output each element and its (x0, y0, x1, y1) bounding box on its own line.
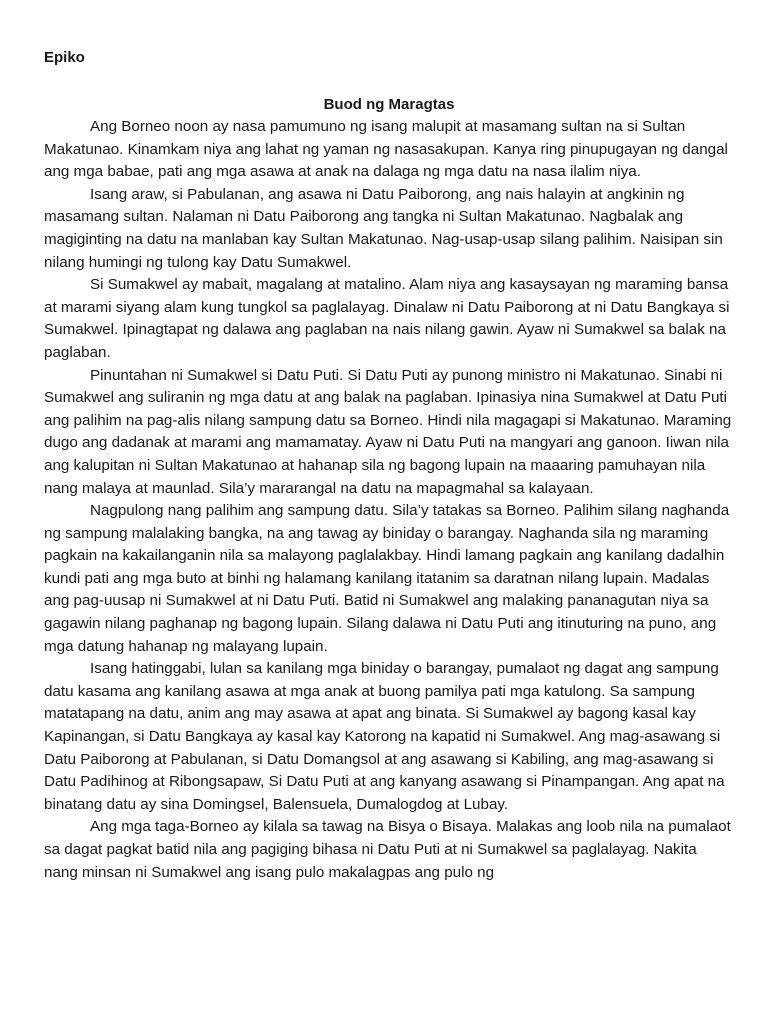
paragraph-6: Isang hatinggabi, lulan sa kanilang mga biniday o barangay, pumalaot ng dagat ang sampung datu kasama ang kanilang asawa at mga anak at buong pamilya pati mga katulong. Sa sampung matatapang na datu, anim ang may asawa at apat ang binata. Si Sumakwel ay bagong kasal kay Kapinangan, si Datu Bangkaya ay kasal kay Katorong na kapatid ni Sumakwel. Ang mag-asawang si Datu Paiborong at Pabulanan, si Datu Domangsol at ang asawang si Kabiling, ang mag-asawang si Datu Padihinog at Ribongsapaw, Si Datu Puti at ang kanyang asawang si Pinampangan. Ang apat na binatang datu ay sina Domingsel, Balensuela, Dumalogdog at Lubay. (44, 660, 725, 813)
section-label: Epiko (44, 49, 85, 66)
paragraph-3: Si Sumakwel ay mabait, magalang at matalino. Alam niya ang kasaysayan ng maraming bansa at marami siyang alam kung tungkol sa paglalayag. Dinalaw ni Datu Paiborong at ni Datu Bangkaya si Sumakwel. Ipinagtapat ng dalawa ang paglaban na nais nilang gawin. Ayaw ni Sumakwel sa balak na paglaban. (44, 276, 730, 361)
document-page (44, 47, 734, 884)
paragraph-4: Pinuntahan ni Sumakwel si Datu Puti. Si Datu Puti ay punong ministro ni Makatunao. Sinabi ni Sumakwel ang suliranin ng mga datu at ang balak na paglaban. Ipinasiya nina Sumakwel at Datu Puti ang palihim na pag-alis nilang sampung datu sa Borneo. Hindi nila magagapi si Makatunao. Maraming dugo ang dadanak at marami ang mamamatay. Ayaw ni Datu Puti na mangyari ang ganoon. Iiwan nila ang kalupitan ni Sultan Makatunao at hahanap sila ng bagong lupain na maaaring pamuhayan nila nang malaya at maunlad. Sila’y mararangal na datu na mapagmahal sa kalayaan. (44, 366, 732, 497)
paragraph-1: Ang Borneo noon ay nasa pamumuno ng isang malupit at masamang sultan na si Sultan Makatunao. Kinamkam niya ang lahat ng yaman ng nasasakupan. Kanya ring pinupugayan ng dangal ang mga babae, pati ang mga asawa at anak na dalaga ng mga datu na nasa ilalim niya. (44, 118, 728, 181)
paragraph-2: Isang araw, si Pabulanan, ang asawa ni Datu Paiborong, ang nais halayin at angkinin ng masamang sultan. Nalaman ni Datu Paiborong ang tangka ni Sultan Makatunao. Nagbalak ang magiginting na datu na manlaban kay Sultan Makatunao. Nag-usap-usap silang palihim. Naisipan sin nilang humingi ng tulong kay Datu Sumakwel. (44, 185, 723, 271)
paragraph-7: Ang mga taga-Borneo ay kilala sa tawag na Bisya o Bisaya. Malakas ang loob nila na pumalaot sa dagat pagkat batid nila ang pagiging bihasa ni Datu Puti at ni Sumakwel sa paglalayag. Nakita nang minsan ni Sumakwel ang isang pulo makalagpas ang pulo ng (44, 818, 731, 881)
document-title: Buod ng Maragtas (323, 96, 455, 113)
paragraph-5: Nagpulong nang palihim ang sampung datu. Sila’y tatakas sa Borneo. Palihim silang naghanda ng sampung malalaking bangka, na ang tawag ay biniday o barangay. Naghanda sila ng maraming pagkain na kakailanganin nila sa malayong paglalakbay. Hindi lamang pagkain ang kanilang dadalhin kundi pati ang mga buto at binhi ng halamang kanilang itatanim sa daratnan nilang lupain. Madalas ang pag-uusap ni Sumakwel at ni Datu Puti. Batid ni Sumakwel ang malaking pananagutan niya sa gagawin nilang paghanap ng bagong lupain. Silang dalawa ni Datu Puti ang itinuturing na puno, ang mga datung hahanap ng malayang lupain. (44, 502, 730, 655)
